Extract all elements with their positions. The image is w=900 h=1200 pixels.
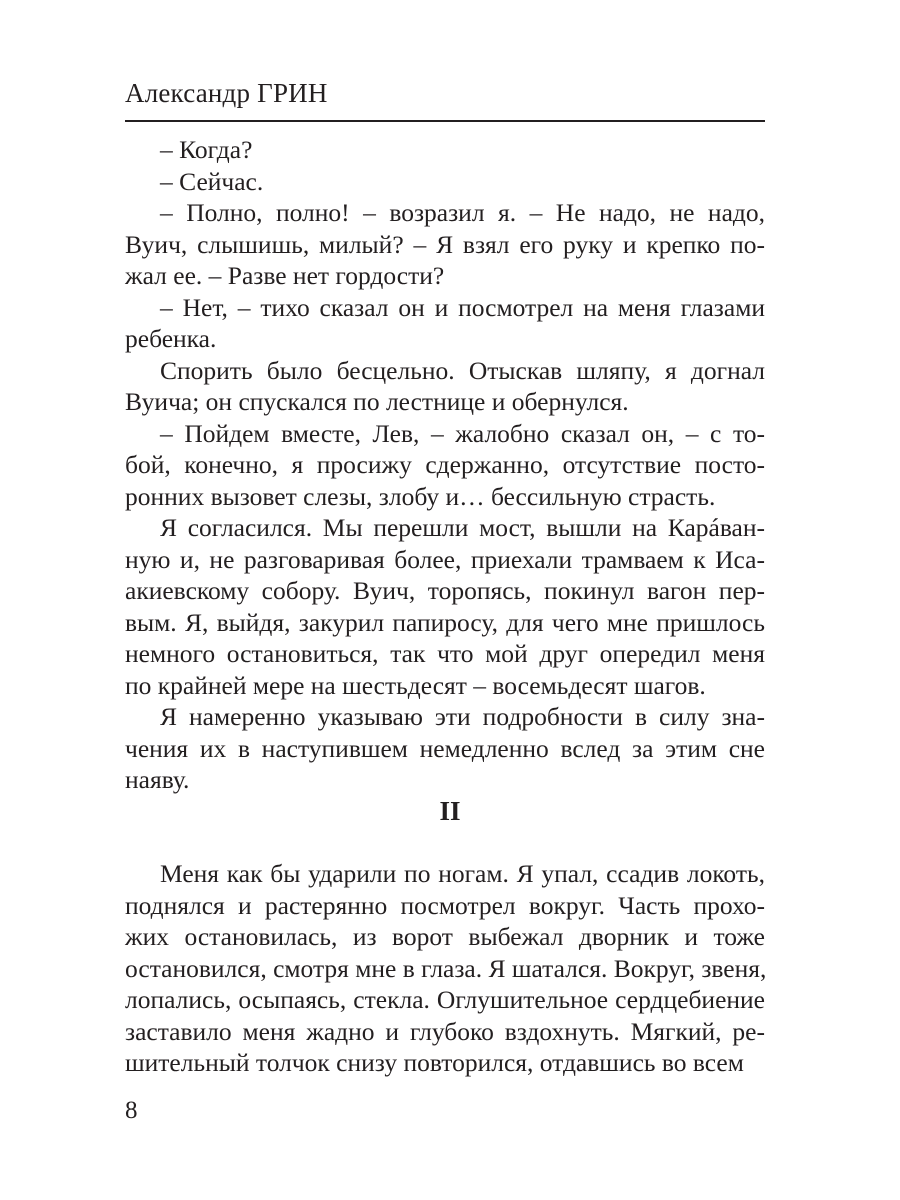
text-line: – Когда?	[160, 135, 253, 164]
text-line: ронних вызовет слезы, злобу и… бессильную страсть.	[125, 481, 716, 511]
paragraph	[125, 166, 765, 198]
text-line: Вуич, слышишь, милый? – Я взял его руку и крепко по-	[125, 229, 765, 259]
text-line: Я намеренно указываю эти подробности в силу зна-	[160, 702, 765, 731]
paragraph	[125, 858, 765, 1079]
text-line: немного остановиться, так что мой друг опередил меня	[125, 639, 765, 668]
text-line: жих остановилась, из ворот выбежал дворник и тоже	[125, 922, 765, 951]
text-line: – Сейчас.	[160, 166, 264, 196]
text-line: заставило меня жадно и глубоко вздохнуть. Мягкий, ре-	[125, 1016, 765, 1046]
body-text-top	[125, 134, 765, 796]
paragraph	[125, 512, 765, 701]
page-number: 8	[125, 1097, 138, 1124]
text-line: – Нет, – тихо сказал он и посмотрел на меня глазами	[160, 292, 765, 322]
paragraph	[125, 197, 765, 292]
text-line: ную и, не разговаривая более, приехали трамваем к Иса-	[125, 544, 765, 574]
text-line: – Пойдем вместе, Лев, – жалобно сказал он, – с то-	[160, 418, 765, 448]
paragraph	[125, 418, 765, 513]
chapter-title: II	[439, 796, 461, 826]
text-line: наяву.	[125, 765, 190, 794]
text-line: бой, конечно, я просижу сдержанно, отсутствие посто-	[125, 450, 765, 479]
text-line: жал ее. – Разве нет гордости?	[125, 261, 445, 290]
text-line: по крайней мере на шестьдесят – восемьдесят шагов.	[125, 670, 706, 700]
text-line: вым. Я, выйдя, закурил папиросу, для чего мне пришлось	[125, 607, 765, 637]
header-rule	[125, 120, 765, 122]
body-text-bottom	[125, 858, 765, 1079]
text-line: остановился, смотря мне в глаза. Я шатался. Вокруг, звеня,	[125, 953, 767, 983]
text-line: шительный толчок снизу повторился, отдавшись во всем	[125, 1048, 744, 1077]
text-line: поднялся и растерянно посмотрел вокруг. Часть прохо-	[125, 890, 765, 920]
running-header-author: Александр ГРИН	[125, 78, 328, 108]
text-line: чения их в наступившем немедленно вслед за этим сне	[125, 733, 765, 763]
text-line: акиевскому собору. Вуич, торопясь, покинул вагон пер-	[125, 576, 765, 605]
text-line: Я согласился. Мы перешли мост, вышли на Карáван-	[160, 513, 765, 542]
paragraph	[125, 355, 765, 418]
text-line: – Полно, полно! – возразил я. – Не надо, не надо,	[160, 198, 765, 227]
paragraph	[125, 134, 765, 166]
text-line: лопались, осыпаясь, стекла. Оглушительное сердцебиение	[125, 985, 765, 1014]
text-line: Вуича; он спускался по лестнице и обернулся.	[125, 387, 629, 416]
paragraph	[125, 701, 765, 796]
text-line: Спорить было бесцельно. Отыскав шляпу, я догнал	[160, 355, 765, 385]
text-line: ребенка.	[125, 324, 217, 353]
text-line: Меня как бы ударили по ногам. Я упал, ссадив локоть,	[160, 859, 765, 888]
paragraph	[125, 292, 765, 355]
